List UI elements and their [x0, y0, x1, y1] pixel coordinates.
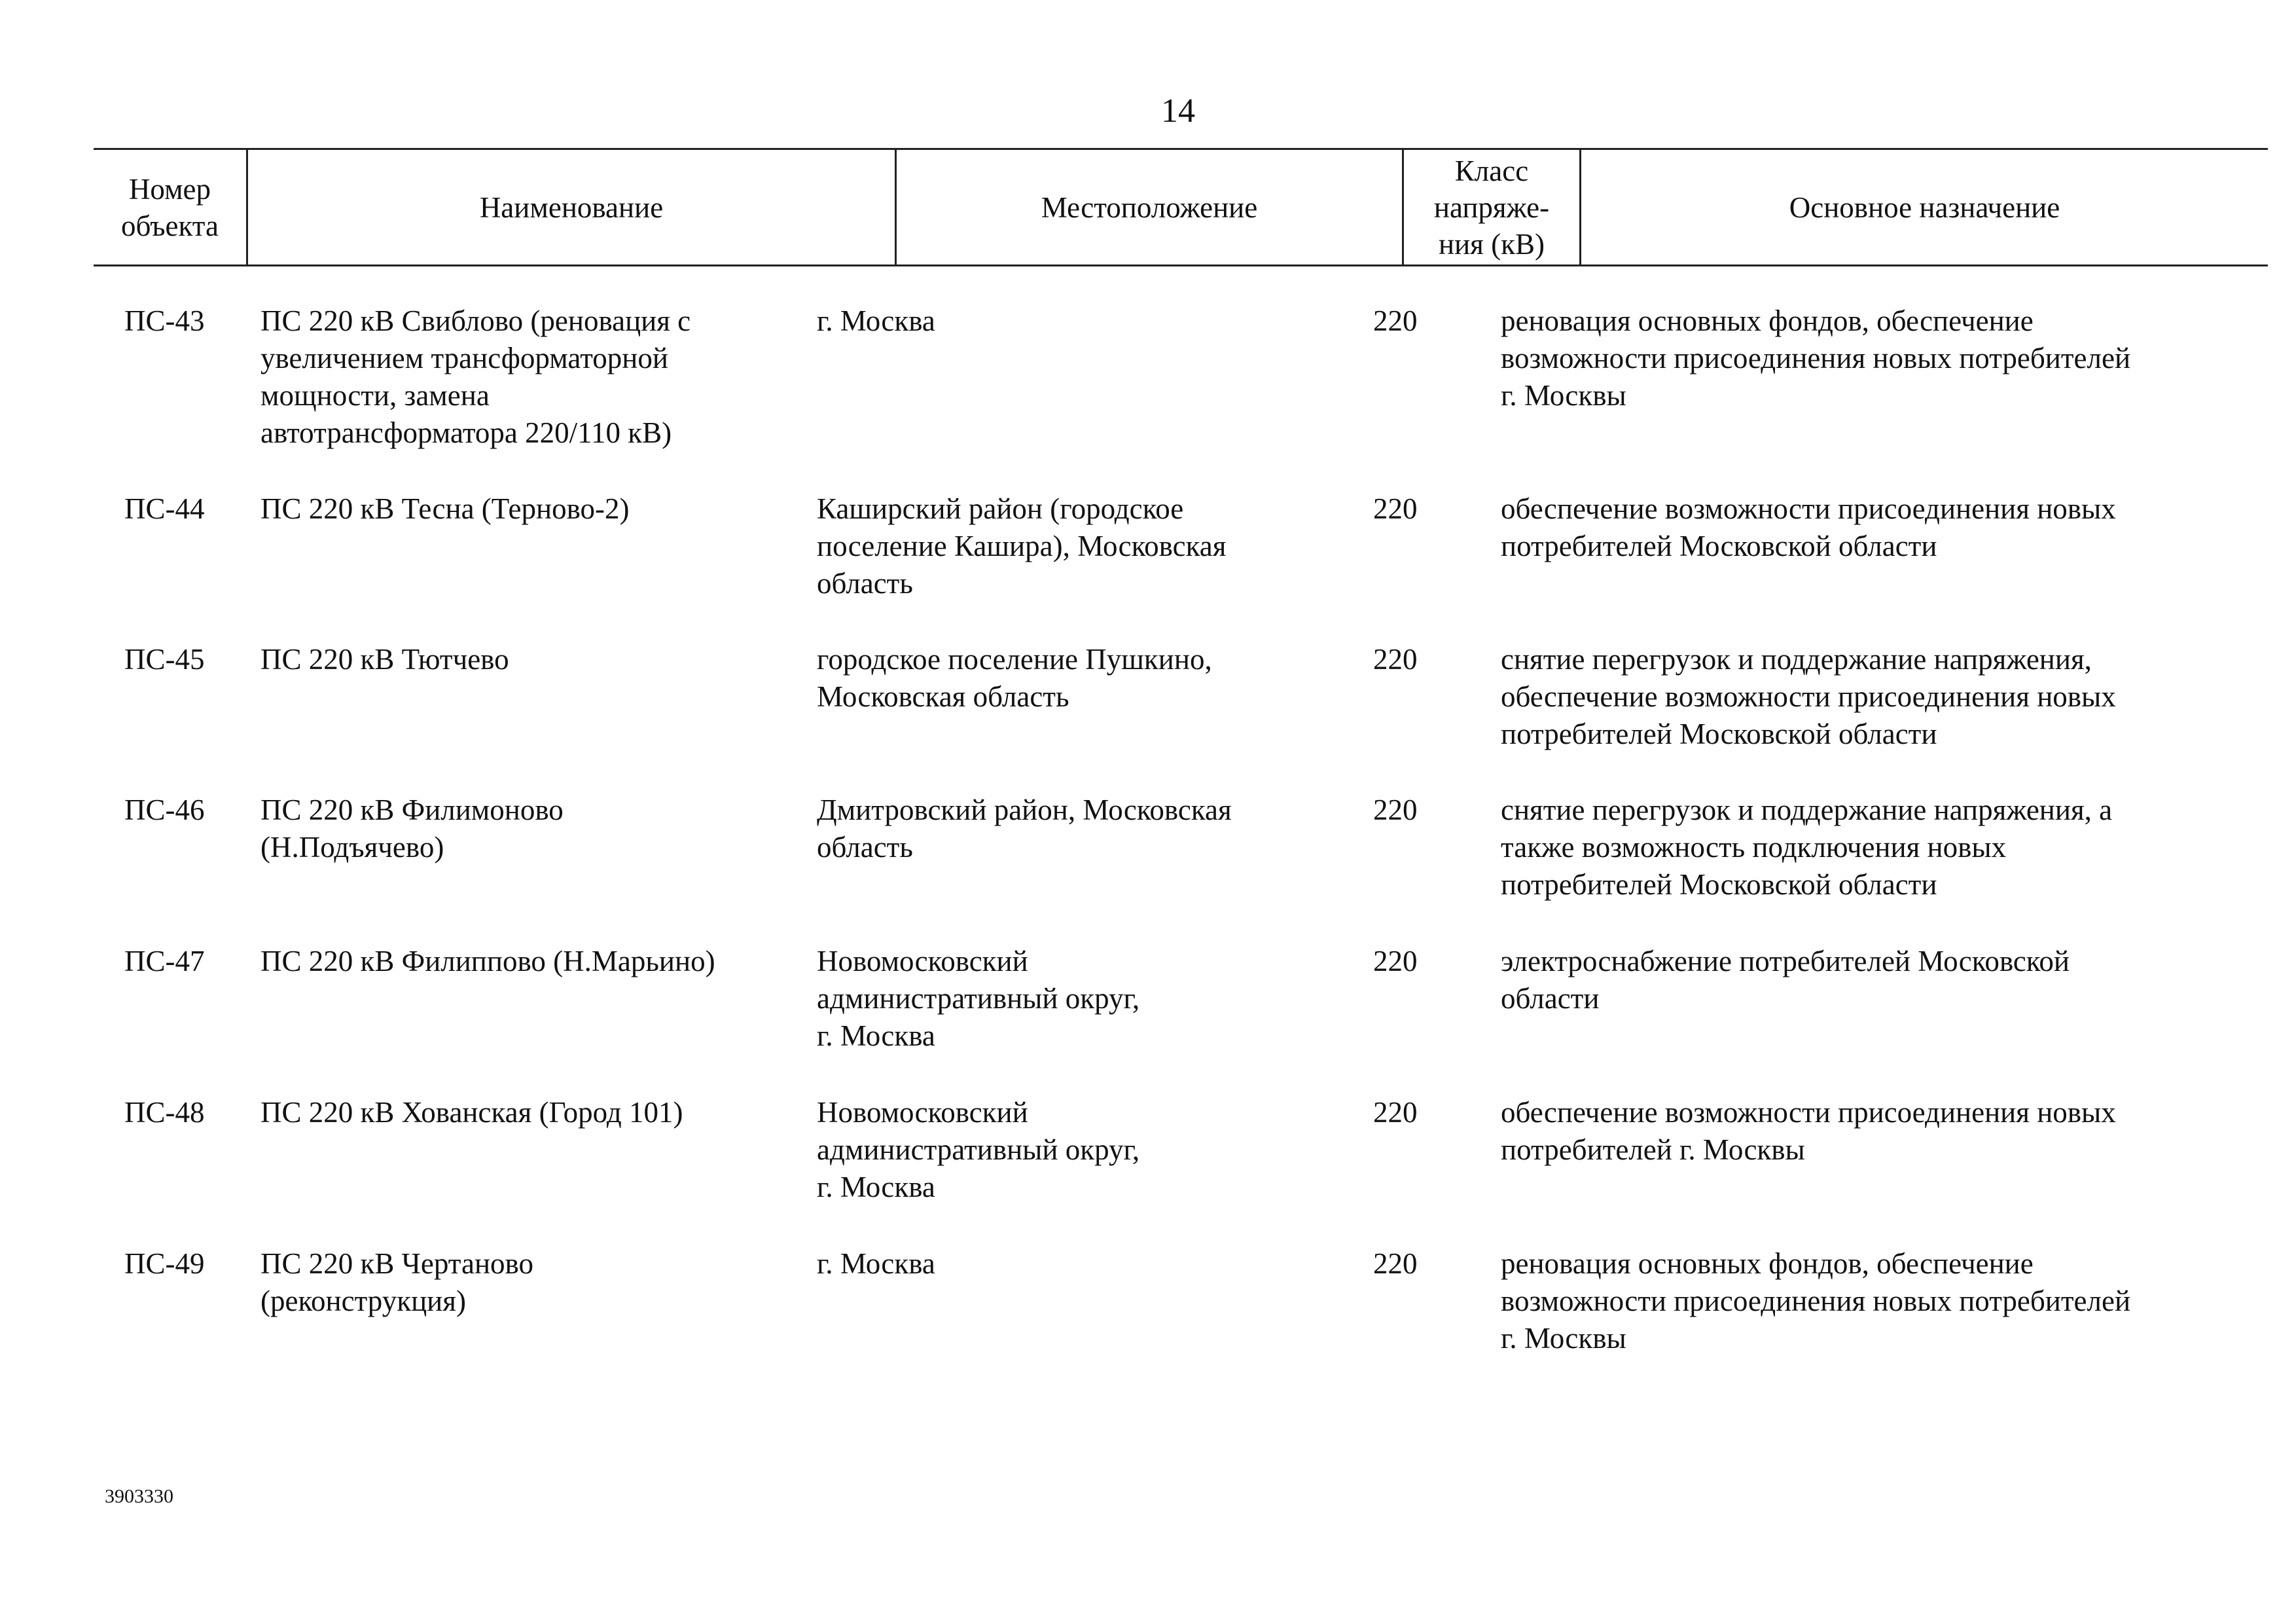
- object-voltage: 220: [1373, 492, 1418, 525]
- header-name-label: Наименование: [479, 191, 664, 224]
- header-object-number-line1: Номер: [128, 172, 211, 206]
- object-purpose: реновация основных фондов, обеспечение возможности присоединения новых потребителей г. Москвы: [1501, 1247, 2131, 1355]
- object-location: Новомосковский административный округ, г. Москва: [817, 945, 1140, 1052]
- object-purpose: реновация основных фондов, обеспечение возможности присоединения новых потребителей г. Москвы: [1501, 304, 2131, 412]
- header-location: [897, 150, 1402, 264]
- object-location: Новомосковский административный округ, г. Москва: [817, 1096, 1140, 1203]
- object-name: ПС 220 кВ Тютчево: [260, 643, 509, 676]
- object-number: ПС-47: [124, 945, 205, 977]
- object-location: Каширский район (городское поселение Кашира), Московская область: [817, 492, 1227, 600]
- object-number: ПС-43: [124, 304, 205, 337]
- object-name: ПС 220 кВ Филимоново (Н.Подъячево): [260, 793, 564, 864]
- header-voltage-line2: напряже-: [1433, 191, 1550, 224]
- header-object-number-line2: объекта: [121, 209, 219, 242]
- document-code: 3903330: [105, 1486, 173, 1507]
- object-purpose: обеспечение возможности присоединения новых потребителей г. Москвы: [1501, 1096, 2116, 1166]
- object-purpose: обеспечение возможности присоединения новых потребителей Московской области: [1501, 492, 2116, 562]
- header-object-number: [94, 150, 246, 264]
- object-number: ПС-44: [124, 492, 205, 525]
- object-purpose: снятие перегрузок и поддержание напряжения, а также возможность подключения новых потребителей Московской области: [1501, 793, 2113, 901]
- header-purpose: [1581, 150, 2268, 264]
- object-location: Дмитровский район, Московская область: [817, 793, 1232, 864]
- object-number: ПС-46: [124, 793, 205, 826]
- header-voltage-line1: Класс: [1454, 154, 1529, 187]
- object-location: городское поселение Пушкино, Московская область: [817, 643, 1212, 713]
- object-number: ПС-49: [124, 1247, 205, 1280]
- header-name: [248, 150, 895, 264]
- object-voltage: 220: [1373, 793, 1418, 826]
- object-voltage: 220: [1373, 643, 1418, 676]
- object-voltage: 220: [1373, 945, 1418, 977]
- table-header: [94, 148, 2268, 266]
- object-name: ПС 220 кВ Хованская (Город 101): [260, 1096, 683, 1129]
- object-name: ПС 220 кВ Филиппово (Н.Марьино): [260, 945, 715, 977]
- object-location: г. Москва: [817, 304, 935, 337]
- page-number: 14: [1161, 92, 1195, 130]
- object-name: ПС 220 кВ Свиблово (реновация с увеличением трансформаторной мощности, замена автотрансформатора 220/110 кВ): [260, 304, 691, 449]
- object-name: ПС 220 кВ Чертаново (реконструкция): [260, 1247, 533, 1317]
- header-location-label: Местоположение: [1041, 191, 1258, 224]
- object-number: ПС-45: [124, 643, 205, 676]
- object-purpose: снятие перегрузок и поддержание напряжения, обеспечение возможности присоединения новых потребителей Московской области: [1501, 643, 2116, 750]
- object-voltage: 220: [1373, 1096, 1418, 1129]
- object-name: ПС 220 кВ Тесна (Терново-2): [260, 492, 630, 525]
- header-purpose-label: Основное назначение: [1789, 191, 2060, 224]
- object-number: ПС-48: [124, 1096, 205, 1129]
- object-purpose: электроснабжение потребителей Московской области: [1501, 945, 2070, 1015]
- object-location: г. Москва: [817, 1247, 935, 1280]
- header-voltage-line3: ния (кВ): [1439, 227, 1545, 261]
- header-voltage-class: [1404, 150, 1579, 264]
- object-voltage: 220: [1373, 1247, 1418, 1280]
- object-voltage: 220: [1373, 304, 1418, 337]
